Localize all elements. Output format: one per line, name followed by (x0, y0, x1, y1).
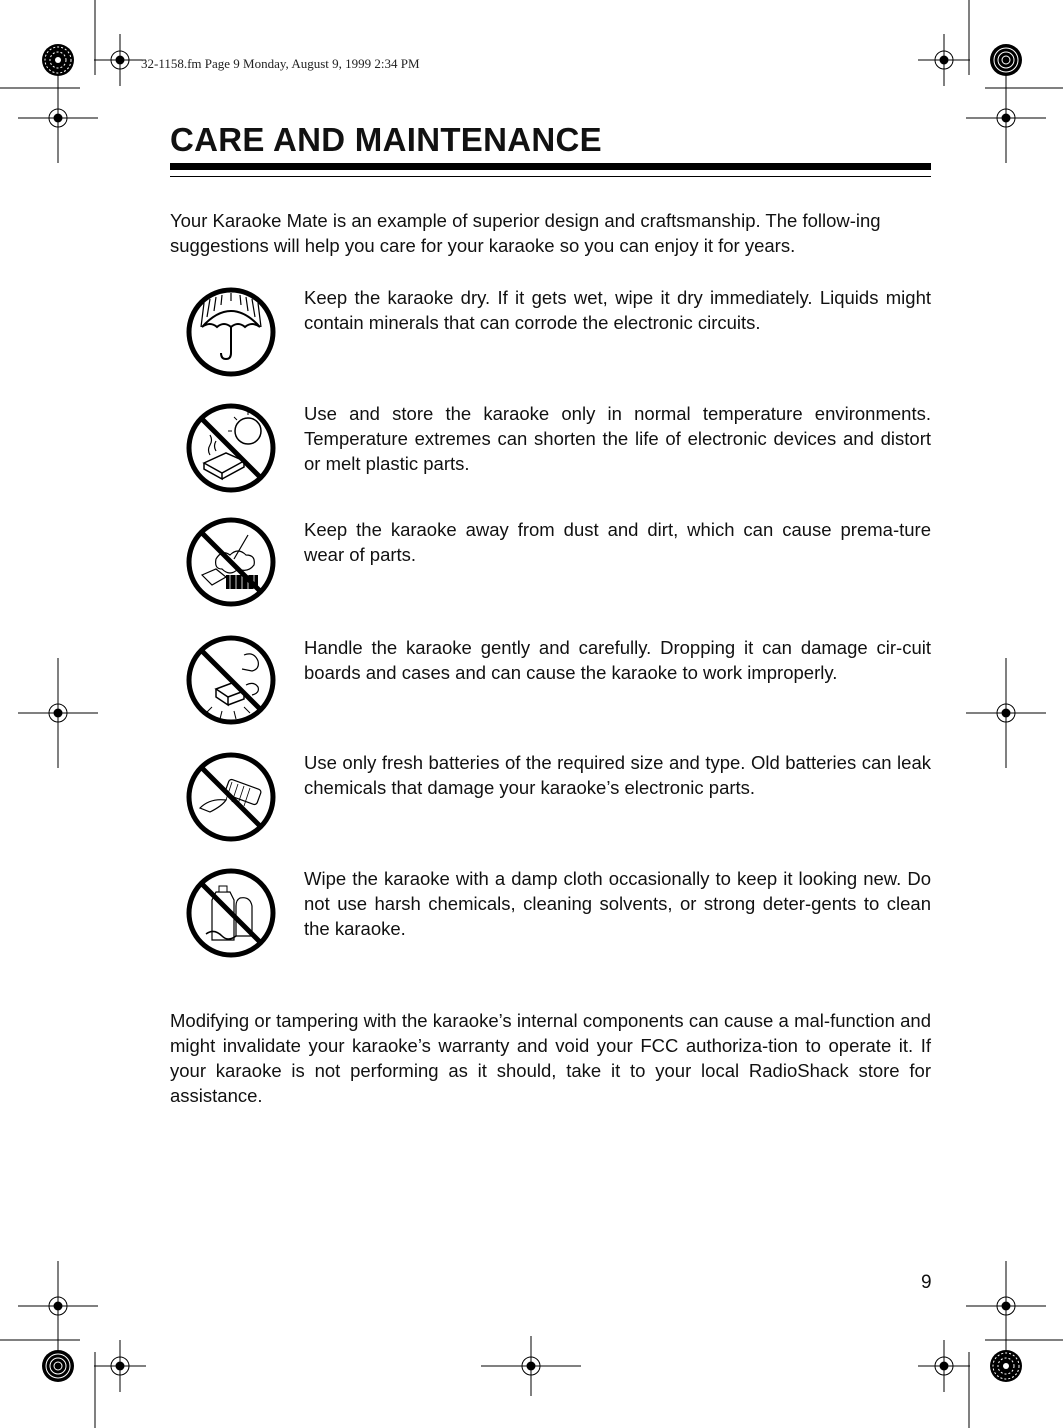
care-tip-temperature: Use and store the karaoke only in normal temperature environments. Temperature extremes can shorten the life of electronic devices and distort or melt plastic parts. (304, 403, 931, 474)
title-rule-thin (170, 176, 931, 177)
page-title: CARE AND MAINTENANCE (170, 121, 602, 158)
title-rule-thick (170, 163, 931, 170)
print-stamp: 32-1158.fm Page 9 Monday, August 9, 1999 2:34 PM (141, 56, 420, 71)
umbrella-icon (186, 287, 276, 377)
care-tip-dry: Keep the karaoke dry. If it gets wet, wipe it dry immediately. Liquids might contain minerals that can corrode the electronic circuits. (304, 287, 931, 333)
care-tip-handling: Handle the karaoke gently and carefully. Dropping it can damage cir-cuit boards and cases and can cause the karaoke to work improperly. (304, 637, 931, 683)
page-number: 9 (921, 1272, 932, 1293)
intro-paragraph: Your Karaoke Mate is an example of superior design and craftsmanship. The follow-ing suggestions will help you care for your karaoke so you can enjoy it for years. (170, 210, 881, 256)
no-heat-icon (186, 403, 276, 493)
no-dust-icon (186, 517, 276, 607)
care-tip-batteries: Use only fresh batteries of the required size and type. Old batteries can leak chemicals that damage your karaoke’s electronic parts. (304, 752, 931, 798)
no-old-batteries-icon (186, 752, 276, 842)
no-chemicals-icon (186, 868, 276, 958)
care-tip-cleaning: Wipe the karaoke with a damp cloth occasionally to keep it looking new. Do not use harsh chemicals, cleaning solvents, or strong deter-gents to clean the karaoke. (304, 868, 931, 939)
no-drop-icon (186, 635, 276, 725)
care-tip-dust: Keep the karaoke away from dust and dirt, which can cause prema-ture wear of parts. (304, 519, 931, 565)
closing-paragraph: Modifying or tampering with the karaoke’s internal components can cause a mal-function and might invalidate your karaoke’s warranty and void your FCC authoriza-tion to operate it. If your karaoke is not performing as it should, take it to your local RadioShack store for assistance. (170, 1010, 931, 1106)
